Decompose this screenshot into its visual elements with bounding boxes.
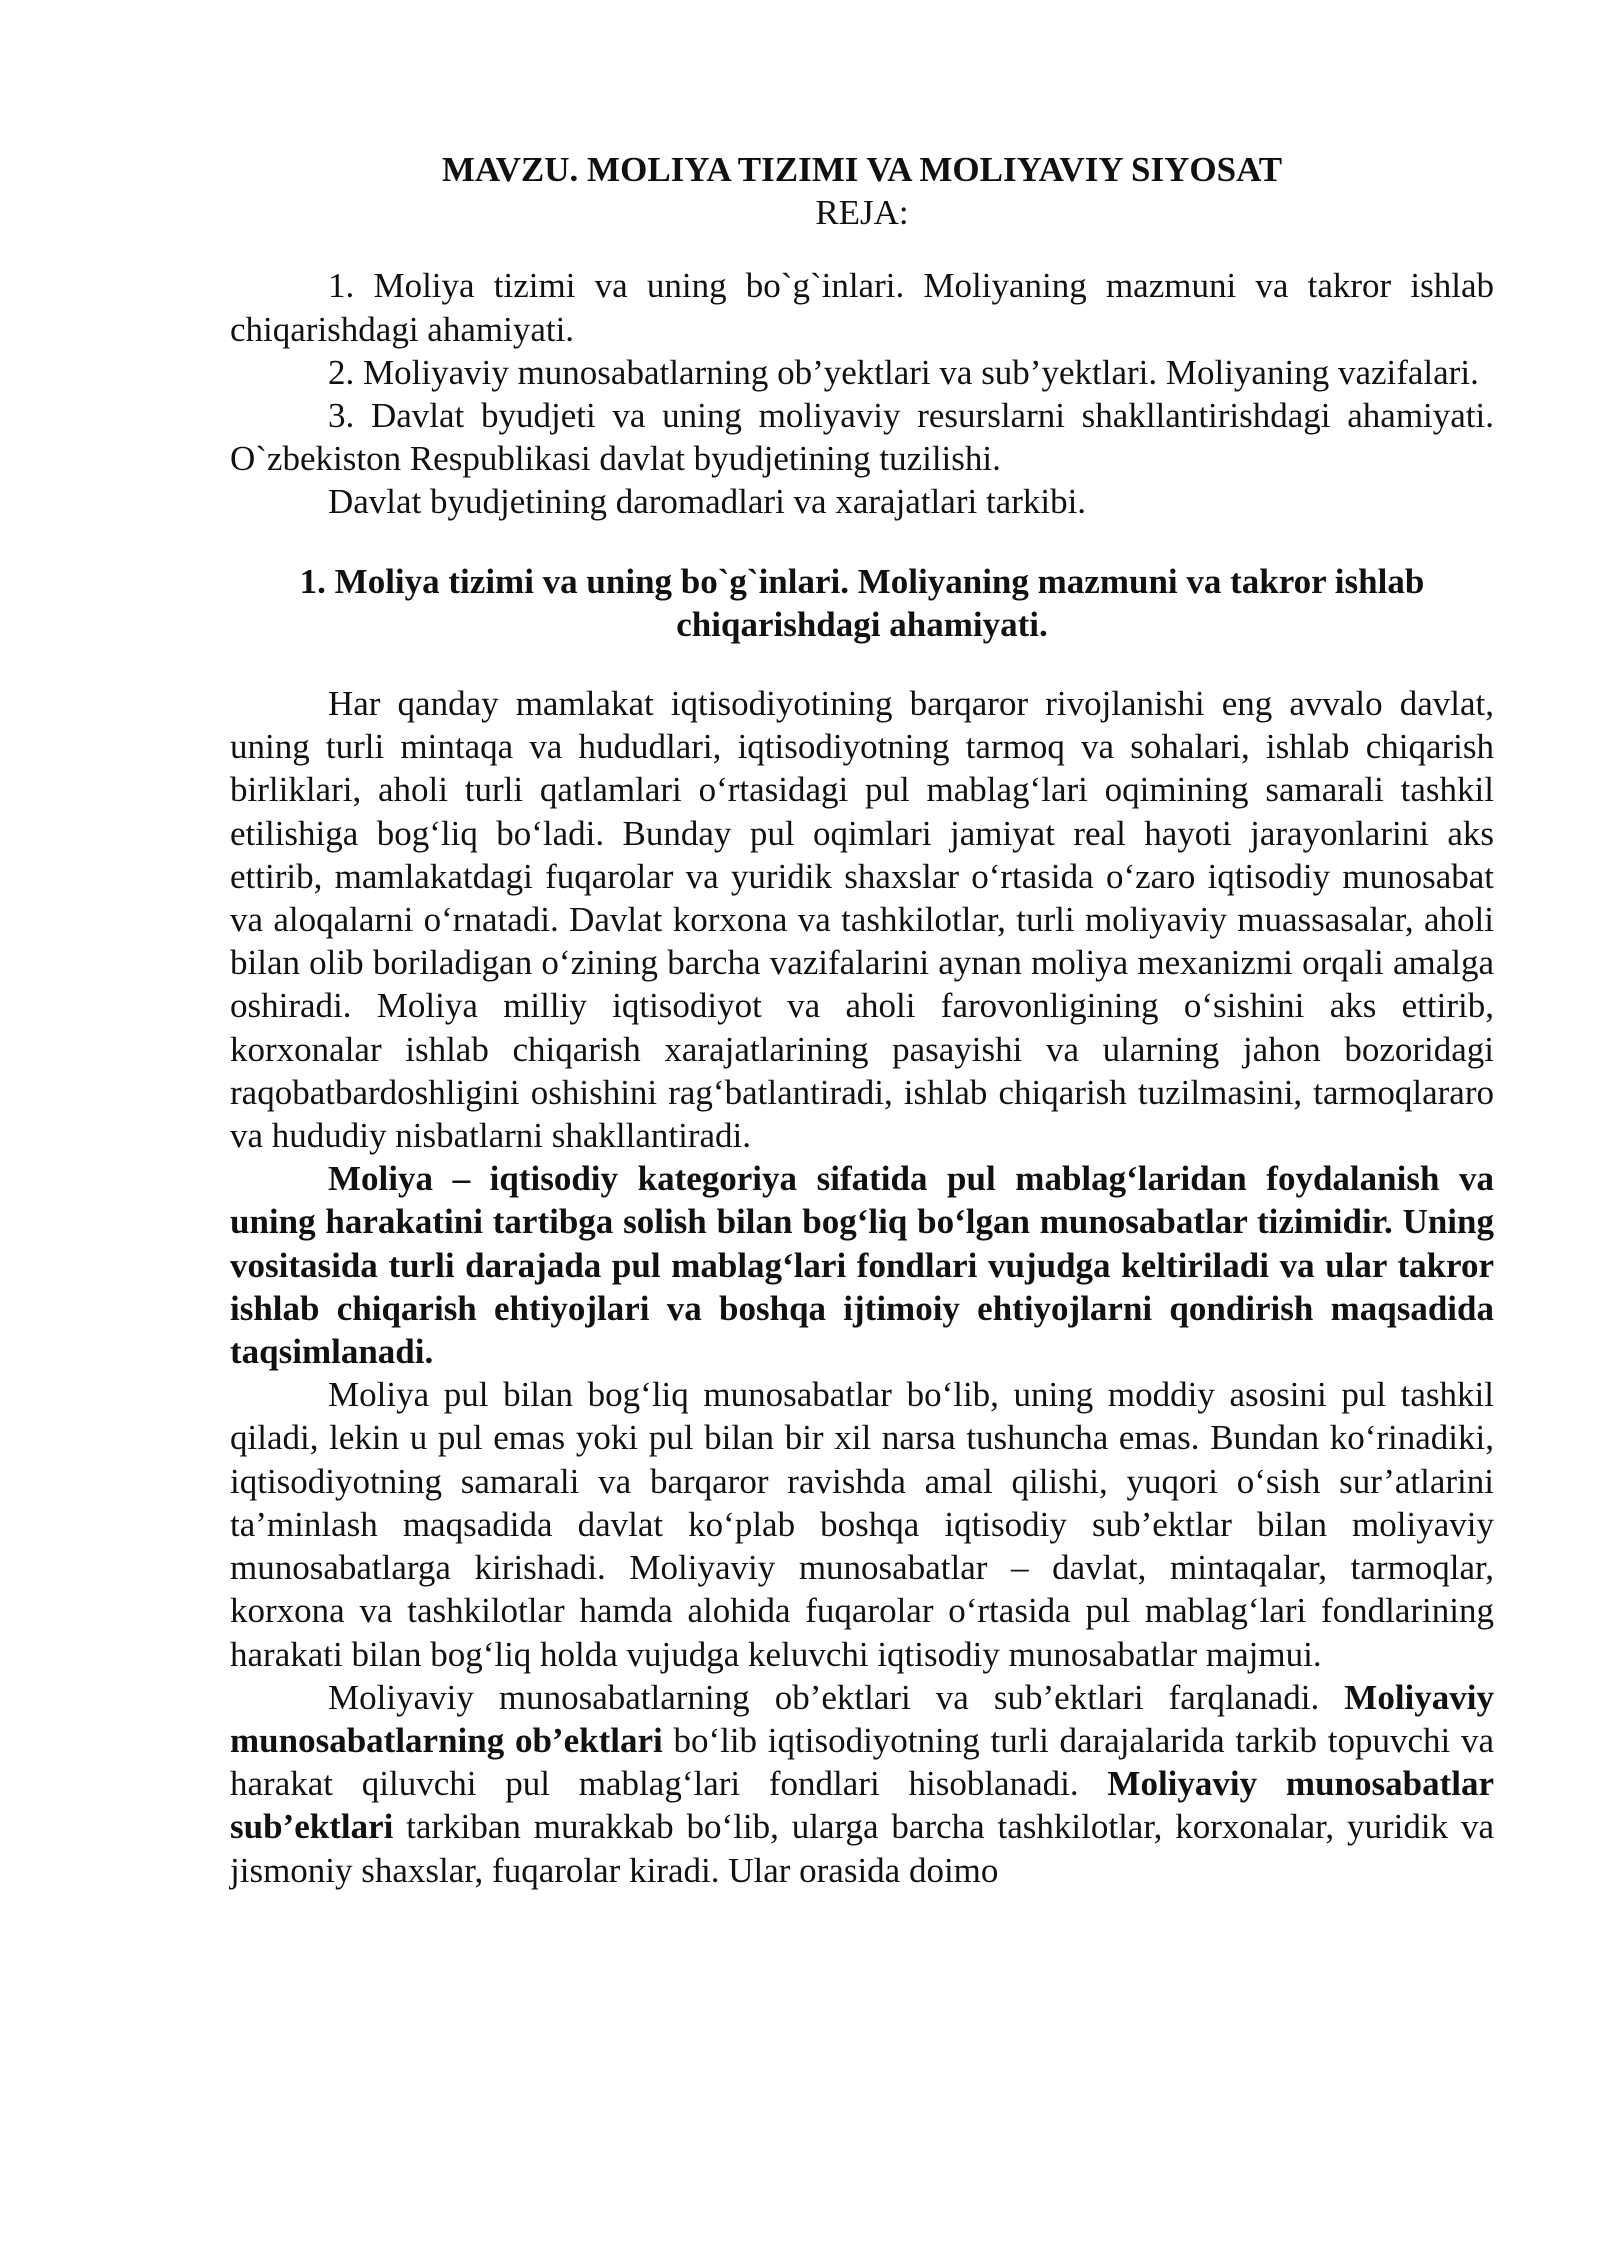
plan-item-4: Davlat byudjetining daromadlari va xarajatlari tarkibi. [328,482,1087,522]
paragraph-definition: Moliya – iqtisodiy kategoriya sifatida pul mablag‘laridan foydalanish va uning harakatini tartibga solish bilan bog‘liq bo‘lgan munosabatlar tizimidir. Uning vositasida turli darajada pul mablag‘lari fondlari vujudga keltiriladi va ular takror ishlab chiqarish ehtiyojlari va boshqa ijtimoiy ehtiyojlarni qondirish maqsadida taqsimlanadi. [230,1159,1494,1372]
section-heading-line-2: chiqarishdagi ahamiyati. [676,604,1048,644]
paragraph-3: Moliya pul bilan bog‘liq munosabatlar bo‘lib, uning moddiy asosini pul tashkil qiladi, lekin u pul emas yoki pul bilan bir xil narsa tushuncha emas. Bundan ko‘rinadiki, iqtisodiyotning samarali va barqaror ravishda amal qilishi, yuqori o‘sish sur’atlarini ta’minlash maqsadida davlat ko‘plab boshqa iqtisodiy sub’ektlar bilan moliyaviy munosabatlarga kirishadi. Moliyaviy munosabatlar – davlat, mintaqalar, tarmoqlar, korxona va tashkilotlar hamda alohida fuqarolar o‘rtasida pul mablag‘lari fondlarining harakati bilan bog‘liq holda vujudga keluvchi iqtisodiy munosabatlar majmui. [230,1375,1494,1674]
plan-item-2: 2. Moliyaviy munosabatlarning ob’yektlari va sub’yektlari. Moliyaning vazifalari. [328,352,1479,392]
section-heading-line-1: 1. Moliya tizimi va uning bo`g`inlari. Moliyaning mazmuni va takror ishlab [299,561,1425,601]
paragraph-4-text-3: tarkiban murakkab bo‘lib, ularga barcha tashkilotlar, korxonalar, yuridik va jismoniy shaxslar, fuqarolar kiradi. Ular orasida doimo [230,1807,1494,1890]
paragraph-4-text-1: Moliyaviy munosabatlarning ob’ektlari va sub’ektlari farqlanadi. [328,1677,1345,1717]
document-title: MAVZU. MOLIYA TIZIMI VA MOLIYAVIY SIYOSAT [441,150,1283,189]
paragraph-4-bold-2: Moliyaviy munosabatlar sub’ektlari [230,1764,1494,1847]
paragraph-4-text-2: bo‘lib iqtisodiyotning turli darajalarida tarkib topuvchi va harakat qiluvchi pul mablag‘lari fondlari hisoblanadi. [230,1720,1495,1804]
plan-label: REJA: [815,193,909,233]
document-page [230,148,1494,1892]
plan-list [230,264,1494,523]
section-heading [230,560,1494,646]
paragraph-4-bold-1: Moliyaviy munosabatlarning ob’ektlari [230,1677,1494,1760]
plan-item-1: 1. Moliya tizimi va uning bo`g`inlari. Moliyaning mazmuni va takror ishlab chiqarishdagi ahamiyati. [230,266,1494,349]
spacer [230,234,1494,264]
plan-item-3: 3. Davlat byudjeti va uning moliyaviy resurslarni shakllantirishdagi ahamiyati. O`zbekiston Respublikasi davlat byudjetining tuzilishi. [230,396,1494,479]
paragraph-4 [230,1676,1494,1892]
spacer [230,524,1494,560]
paragraph-1: Har qanday mamlakat iqtisodiyotining barqaror rivojlanishi eng avvalo davlat, uning turli mintaqa va hududlari, iqtisodiyotning tarmoq va sohalari, ishlab chiqarish birliklari, aholi turli qatlamlari o‘rtasidagi pul mablag‘lari oqimining samarali tashkil etilishiga bog‘liq bo‘ladi. Bunday pul oqimlari jamiyat real hayoti jarayonlarini aks ettirib, mamlakatdagi fuqarolar va yuridik shaxslar o‘rtasida o‘zaro iqtisodiy munosabat va aloqalarni o‘rnatadi. Davlat korxona va tashkilotlar, turli moliyaviy muassasalar, aholi bilan olib boriladigan o‘zining barcha vazifalarini aynan moliya mexanizmi orqali amalga oshiradi. Moliya milliy iqtisodiyot va aholi farovonligining o‘sishini aks ettirib, korxonalar ishlab chiqarish xarajatlarining pasayishi va ularning jahon bozoridagi raqobatbardoshligini oshishini rag‘batlantiradi, ishlab chiqarish tuzilmasini, tarmoqlararo va hududiy nisbatlarni shakllantiradi. [230,684,1494,1156]
spacer [230,646,1494,682]
